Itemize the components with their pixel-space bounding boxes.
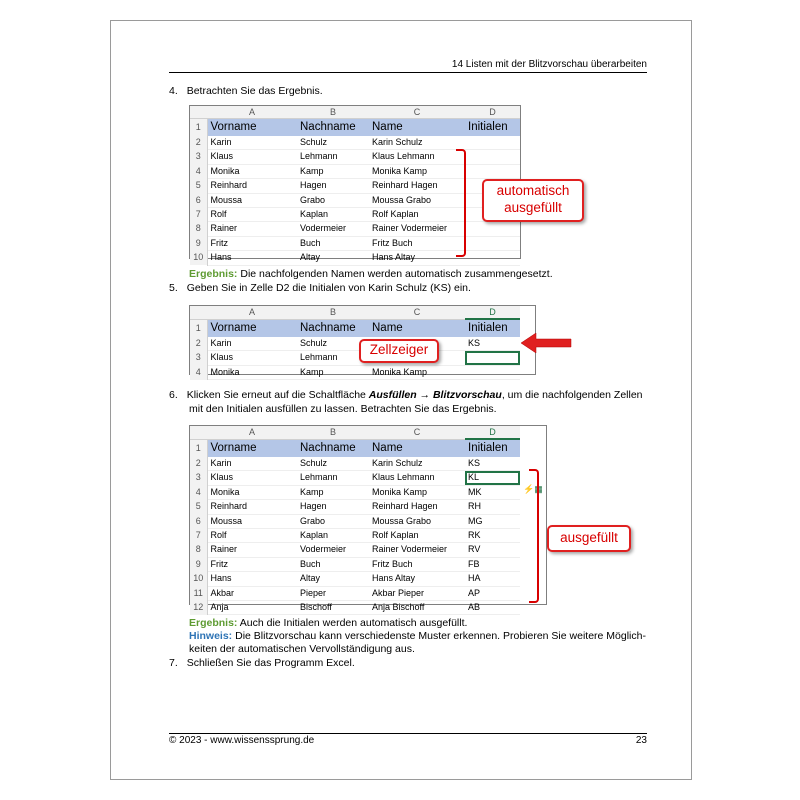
sheet-cell[interactable]: Rainer <box>207 543 297 557</box>
sheet-cell[interactable]: Buch <box>297 557 369 571</box>
sheet-cell[interactable]: Grabo <box>297 193 369 207</box>
flash-fill-options-icon[interactable]: ⚡▦ <box>523 484 543 494</box>
sheet-cell[interactable]: Rolf <box>207 529 297 543</box>
row-number[interactable]: 12 <box>190 601 207 615</box>
table-row <box>190 150 520 164</box>
row-number[interactable]: 3 <box>190 471 207 485</box>
hint-line2: keiten der automatischen Vervollständigung aus. <box>189 643 415 655</box>
sheet-cell[interactable]: AB <box>465 601 520 615</box>
sheet-cell[interactable]: Rainer Vodermeier <box>369 543 465 557</box>
column-header[interactable]: D <box>465 306 520 319</box>
row-number[interactable]: 7 <box>190 208 207 222</box>
table-row <box>190 601 520 615</box>
sheet-cell[interactable]: MG <box>465 514 520 528</box>
sheet-table <box>190 106 520 266</box>
callout-cell-pointer: Zellzeiger <box>359 339 439 363</box>
sheet-cell[interactable]: Karin Schulz <box>369 136 465 150</box>
sheet-cell[interactable]: Karin Schulz <box>369 457 465 471</box>
ribbon-command: Ausfüllen → Blitzvorschau <box>368 389 502 401</box>
table-row <box>190 236 520 250</box>
step-number: 6. <box>169 389 178 401</box>
row-number[interactable]: 11 <box>190 586 207 600</box>
sheet-cell[interactable]: KL <box>465 471 520 485</box>
column-header[interactable]: D <box>465 106 520 119</box>
column-header[interactable]: C <box>369 306 465 319</box>
column-header[interactable]: A <box>207 106 297 119</box>
result-text: Die nachfolgenden Namen werden automatisch zusammengesetzt. <box>237 268 553 280</box>
header-cell[interactable]: Vorname <box>207 319 297 337</box>
table-row <box>190 471 520 485</box>
column-header[interactable]: B <box>297 426 369 439</box>
sheet-cell[interactable]: Grabo <box>297 514 369 528</box>
sheet-cell[interactable]: Hagen <box>297 179 369 193</box>
sheet-cell[interactable]: KS <box>465 337 520 351</box>
sheet-cell[interactable] <box>465 236 520 250</box>
sheet-cell[interactable]: Fritz Buch <box>369 557 465 571</box>
step-text: , um die nachfolgenden Zellen <box>501 389 643 401</box>
row-number[interactable]: 3 <box>190 150 207 164</box>
table-row <box>190 586 520 600</box>
result-1 <box>189 268 553 281</box>
table-row <box>190 193 520 207</box>
header-rule <box>169 72 647 73</box>
column-header[interactable]: B <box>297 106 369 119</box>
row-number[interactable]: 4 <box>190 365 207 379</box>
column-header[interactable]: C <box>369 426 465 439</box>
result-label: Ergebnis: <box>189 617 238 629</box>
sheet-cell[interactable]: Moussa <box>207 514 297 528</box>
sheet-cell[interactable]: RH <box>465 500 520 514</box>
sheet-cell[interactable]: Klaus Lehmann <box>369 471 465 485</box>
header-cell[interactable]: Vorname <box>207 119 297 137</box>
table-row <box>190 337 520 351</box>
sheet-cell[interactable]: Rolf Kaplan <box>369 208 465 222</box>
step-number: 7. <box>169 657 178 669</box>
red-arrow-icon <box>521 332 573 354</box>
result-label: Ergebnis: <box>189 268 238 280</box>
footer-rule <box>169 733 647 734</box>
row-number[interactable]: 4 <box>190 485 207 499</box>
sheet-cell[interactable]: Moussa Grabo <box>369 193 465 207</box>
sheet-cell[interactable]: Reinhard <box>207 179 297 193</box>
sheet-cell[interactable]: RV <box>465 543 520 557</box>
sheet-cell[interactable]: Monika <box>207 365 297 379</box>
sheet-cell[interactable]: Hans Altay <box>369 572 465 586</box>
sheet-cell[interactable]: Bischoff <box>297 601 369 615</box>
table-row <box>190 500 520 514</box>
column-header[interactable]: C <box>369 106 465 119</box>
row-number[interactable]: 6 <box>190 193 207 207</box>
row-number[interactable]: 7 <box>190 529 207 543</box>
sheet-cell[interactable]: Kamp <box>297 485 369 499</box>
sheet-cell[interactable]: Hans Altay <box>369 251 465 265</box>
column-header[interactable]: A <box>207 426 297 439</box>
bracket-marker <box>529 469 539 603</box>
sheet-cell[interactable]: HA <box>465 572 520 586</box>
sheet-cell[interactable]: Anja Bischoff <box>369 601 465 615</box>
sheet-cell[interactable]: Monika Kamp <box>369 365 465 379</box>
sheet-cell[interactable]: Monika Kamp <box>369 164 465 178</box>
sheet-cell[interactable]: AP <box>465 586 520 600</box>
document-page <box>110 20 692 780</box>
sheet-cell[interactable]: Moussa <box>207 193 297 207</box>
sheet-cell[interactable]: Kaplan <box>297 529 369 543</box>
sheet-cell[interactable]: Karin <box>207 337 297 351</box>
sheet-cell[interactable]: Kamp <box>297 164 369 178</box>
footer-copyright: © 2023 - www.wissenssprung.de <box>169 735 315 746</box>
sheet-cell[interactable]: Rolf <box>207 208 297 222</box>
row-number[interactable]: 1 <box>190 119 207 137</box>
sheet-cell[interactable] <box>465 136 520 150</box>
row-number[interactable]: 3 <box>190 351 207 365</box>
column-header[interactable]: A <box>207 306 297 319</box>
step-5 <box>169 282 471 295</box>
table-row <box>190 572 520 586</box>
header-cell[interactable]: Nachname <box>297 319 369 337</box>
sheet-cell[interactable]: Monika Kamp <box>369 485 465 499</box>
result-2 <box>189 617 467 630</box>
sheet-cell[interactable]: Monika <box>207 485 297 499</box>
spreadsheet-1 <box>189 105 521 263</box>
sheet-cell[interactable]: Schulz <box>297 136 369 150</box>
sheet-cell[interactable] <box>465 150 520 164</box>
table-row <box>190 514 520 528</box>
row-number[interactable]: 2 <box>190 136 207 150</box>
header-cell[interactable]: Nachname <box>297 119 369 137</box>
step-4 <box>169 85 323 98</box>
table-row <box>190 529 520 543</box>
column-header[interactable]: B <box>297 306 369 319</box>
row-number[interactable]: 1 <box>190 439 207 457</box>
table-row <box>190 208 520 222</box>
sheet-cell[interactable]: Akbar <box>207 586 297 600</box>
sheet-cell[interactable]: Akbar Pieper <box>369 586 465 600</box>
row-number[interactable]: 10 <box>190 251 207 265</box>
table-row <box>190 136 520 150</box>
sheet-cell[interactable]: Hans <box>207 572 297 586</box>
table-row <box>190 164 520 178</box>
sheet-cell[interactable]: Karin <box>207 136 297 150</box>
header-cell[interactable]: Nachname <box>297 439 369 457</box>
sheet-cell[interactable]: Lehmann <box>297 150 369 164</box>
header-cell[interactable]: Initialen <box>465 119 520 137</box>
sheet-cell[interactable]: Buch <box>297 236 369 250</box>
row-number[interactable]: 8 <box>190 543 207 557</box>
page-number: 23 <box>635 735 647 746</box>
sheet-cell[interactable]: Monika <box>207 164 297 178</box>
sheet-cell[interactable]: Reinhard Hagen <box>369 179 465 193</box>
sheet-cell[interactable]: Fritz <box>207 236 297 250</box>
row-number[interactable]: 10 <box>190 572 207 586</box>
sheet-cell[interactable]: Altay <box>297 572 369 586</box>
step-6-line2: mit den Initialen ausfüllen zu lassen. Betrachten Sie das Ergebnis. <box>189 403 497 415</box>
sheet-cell[interactable]: Anja <box>207 601 297 615</box>
sheet-cell[interactable]: Reinhard Hagen <box>369 500 465 514</box>
sheet-cell[interactable] <box>465 222 520 236</box>
spreadsheet-3 <box>189 425 547 613</box>
callout-line: ausgefüllt <box>504 200 562 215</box>
sheet-cell[interactable]: Reinhard <box>207 500 297 514</box>
header-cell[interactable]: Initialen <box>465 439 520 457</box>
sheet-cell[interactable]: Lehmann <box>297 351 369 365</box>
hint-text: Die Blitzvorschau kann verschiedenste Muster erkennen. Probieren Sie weitere Möglich- <box>232 630 646 642</box>
sheet-cell[interactable]: Hagen <box>297 500 369 514</box>
column-header[interactable]: D <box>465 426 520 439</box>
table-row <box>190 557 520 571</box>
row-number[interactable]: 9 <box>190 236 207 250</box>
row-number[interactable]: 9 <box>190 557 207 571</box>
bracket-marker <box>456 149 466 257</box>
sheet-cell[interactable] <box>465 164 520 178</box>
step-text: Klicken Sie erneut auf die Schaltfläche <box>186 389 369 401</box>
sheet-cell[interactable]: KS <box>465 457 520 471</box>
sheet-cell[interactable]: Klaus Lehmann <box>369 150 465 164</box>
sheet-cell[interactable] <box>465 351 520 365</box>
sheet-cell[interactable]: Klaus <box>207 351 297 365</box>
sheet-cell[interactable]: Pieper <box>297 586 369 600</box>
row-number[interactable]: 6 <box>190 514 207 528</box>
table-row <box>190 457 520 471</box>
table-row <box>190 365 520 379</box>
sheet-cell[interactable]: Schulz <box>297 337 369 351</box>
callout-filled: ausgefüllt <box>547 525 631 552</box>
sheet-cell[interactable]: MK <box>465 485 520 499</box>
header-cell[interactable]: Name <box>369 319 465 337</box>
sheet-corner[interactable] <box>190 306 207 319</box>
table-row <box>190 179 520 193</box>
row-number[interactable]: 5 <box>190 500 207 514</box>
table-row <box>190 485 520 499</box>
table-row <box>190 543 520 557</box>
sheet-cell[interactable]: Rainer Vodermeier <box>369 222 465 236</box>
row-number[interactable]: 5 <box>190 179 207 193</box>
sheet-cell[interactable]: Lehmann <box>297 471 369 485</box>
sheet-corner[interactable] <box>190 426 207 439</box>
sheet-cell[interactable]: Fritz <box>207 557 297 571</box>
sheet-cell[interactable]: Klaus <box>207 150 297 164</box>
sheet-table <box>190 426 520 615</box>
table-row <box>190 351 520 365</box>
sheet-cell[interactable] <box>465 251 520 265</box>
callout-auto-filled <box>482 179 584 222</box>
header-cell[interactable]: Initialen <box>465 319 520 337</box>
step-number: 5. <box>169 282 178 294</box>
sheet-cell[interactable]: Fritz Buch <box>369 236 465 250</box>
sheet-cell[interactable] <box>465 365 520 379</box>
sheet-cell[interactable]: Karin <box>207 457 297 471</box>
sheet-cell[interactable]: Vodermeier <box>297 222 369 236</box>
row-number[interactable]: 2 <box>190 337 207 351</box>
sheet-cell[interactable]: FB <box>465 557 520 571</box>
sheet-cell[interactable]: Kaplan <box>297 208 369 222</box>
sheet-corner[interactable] <box>190 106 207 119</box>
hint <box>189 630 646 643</box>
callout-line: automatisch <box>496 183 570 198</box>
step-text: Schließen Sie das Programm Excel. <box>186 657 355 669</box>
sheet-table <box>190 306 520 380</box>
header-cell[interactable]: Vorname <box>207 439 297 457</box>
sheet-cell[interactable]: Moussa Grabo <box>369 514 465 528</box>
table-row <box>190 251 520 265</box>
sheet-cell[interactable]: Rolf Kaplan <box>369 529 465 543</box>
hint-label: Hinweis: <box>189 630 233 642</box>
row-number[interactable]: 4 <box>190 164 207 178</box>
sheet-cell[interactable]: Vodermeier <box>297 543 369 557</box>
table-row <box>190 222 520 236</box>
row-number[interactable]: 2 <box>190 457 207 471</box>
step-number: 4. <box>169 85 178 97</box>
sheet-cell[interactable]: Rainer <box>207 222 297 236</box>
sheet-cell[interactable]: Altay <box>297 251 369 265</box>
sheet-cell[interactable]: Kamp <box>297 365 369 379</box>
result-text: Auch die Initialen werden automatisch ausgefüllt. <box>237 617 468 629</box>
step-7 <box>169 657 355 670</box>
step-text: Betrachten Sie das Ergebnis. <box>186 85 323 97</box>
row-number[interactable]: 1 <box>190 319 207 337</box>
header-cell[interactable]: Name <box>369 439 465 457</box>
chapter-header: 14 Listen mit der Blitzvorschau überarbeiten <box>451 59 647 70</box>
step-text: Geben Sie in Zelle D2 die Initialen von Karin Schulz (KS) ein. <box>186 282 471 294</box>
step-6 <box>169 389 643 402</box>
row-number[interactable]: 8 <box>190 222 207 236</box>
header-cell[interactable]: Name <box>369 119 465 137</box>
sheet-cell[interactable]: Hans <box>207 251 297 265</box>
sheet-cell[interactable]: Schulz <box>297 457 369 471</box>
sheet-cell[interactable]: RK <box>465 529 520 543</box>
sheet-cell[interactable]: Klaus <box>207 471 297 485</box>
